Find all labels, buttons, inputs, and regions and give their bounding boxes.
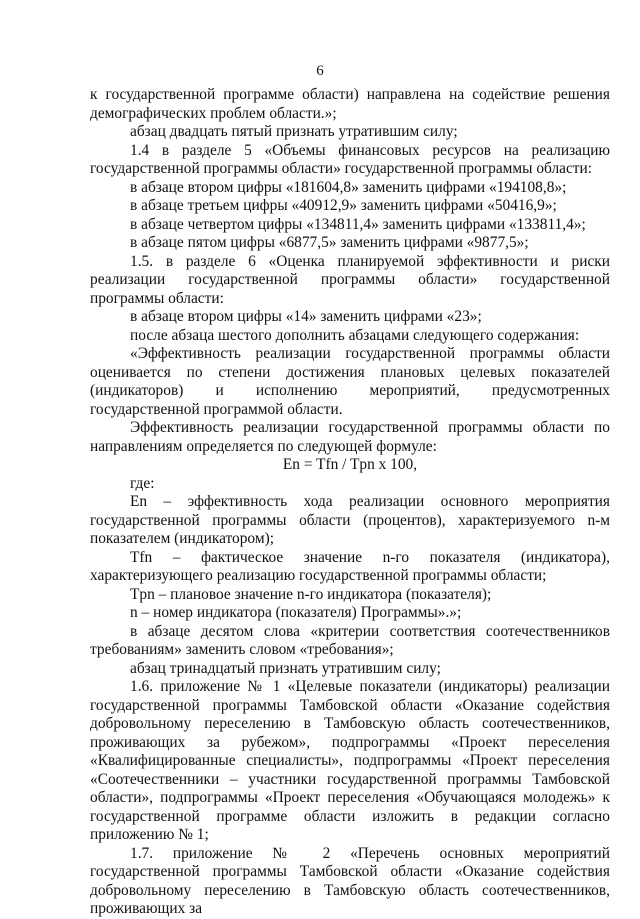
paragraph: в абзаце десятом слова «критерии соответствия соотечественников требованиям» заменить словом «требования»; (90, 622, 610, 658)
paragraph: абзац тринадцатый признать утратившим силу; (130, 659, 441, 677)
paragraph: Tfn – фактическое значение n-го показателя (индикатора), характеризующего реализацию государственной программы области; (90, 548, 610, 584)
page-number: 6 (316, 63, 324, 79)
paragraph: 1.6. приложение № 1 «Целевые показатели (индикаторы) реализации государственной программы Тамбовской области «Оказание содействия добровольному переселению в Тамбовскую область соотечественников, проживающих за рубежом», подпрограммы «Проект переселения «Квалифицированные специалисты», подпрограммы «Проект переселения «Соотечественники – участники государственной программы Тамбовской области», подпрограммы «Проект переселения «Обучающаяся молодежь» к государственной программе области изложить в редакции согласно приложению № 1; (90, 678, 610, 843)
paragraph: после абзаца шестого дополнить абзацами следующего содержания: (130, 326, 580, 344)
paragraph: в абзаце втором цифры «181604,8» заменить цифрами «194108,8»; (130, 178, 567, 196)
paragraph: 1.5. в разделе 6 «Оценка планируемой эффективности и риски реализации государственной программы области» государственной программы области: (90, 252, 610, 307)
paragraph: Эффективность реализации государственной программы области по направлениям определяется по следующей формуле: (90, 419, 610, 455)
paragraph: Tpn – плановое значение n-го индикатора (показателя); (130, 585, 492, 603)
paragraph: где: (130, 474, 155, 492)
paragraph: «Эффективность реализации государственной программы области оценивается по степени достижения плановых целевых показателей (индикаторов) и исполнению мероприятий, предусмотренных государственной программой области. (90, 345, 610, 418)
paragraph: в абзаце третьем цифры «40912,9» заменить цифрами «50416,9»; (130, 197, 557, 214)
paragraph: в абзаце четвертом цифры «134811,4» заменить цифрами «133811,4»; (130, 215, 586, 233)
paragraph: в абзаце пятом цифры «6877,5» заменить цифрами «9877,5»; (130, 234, 529, 251)
paragraph: 1.4 в разделе 5 «Объемы финансовых ресурсов на реализацию государственной программы области» государственной программы области: (90, 141, 610, 177)
paragraph: к государственной программе области) направлена на содействие решения демографических проблем области.»; (90, 86, 610, 122)
formula: En = Tfn / Tpn x 100, (282, 456, 418, 473)
paragraph: в абзаце втором цифры «14» заменить цифрами «23»; (130, 308, 482, 325)
paragraph: En – эффективность хода реализации основного мероприятия государственной программы области (процентов), характеризуемого n-м показателем (индикатором); (90, 493, 610, 547)
paragraph: абзац двадцать пятый признать утратившим силу; (130, 123, 458, 140)
document-body (90, 86, 610, 919)
paragraph: n – номер индикатора (показателя) Программы».»; (130, 604, 462, 621)
paragraph: 1.7. приложение № 2 «Перечень основных мероприятий государственной программы Тамбовской области «Оказание содействия добровольному переселению в Тамбовскую область соотечественников, проживающих за (90, 844, 610, 917)
